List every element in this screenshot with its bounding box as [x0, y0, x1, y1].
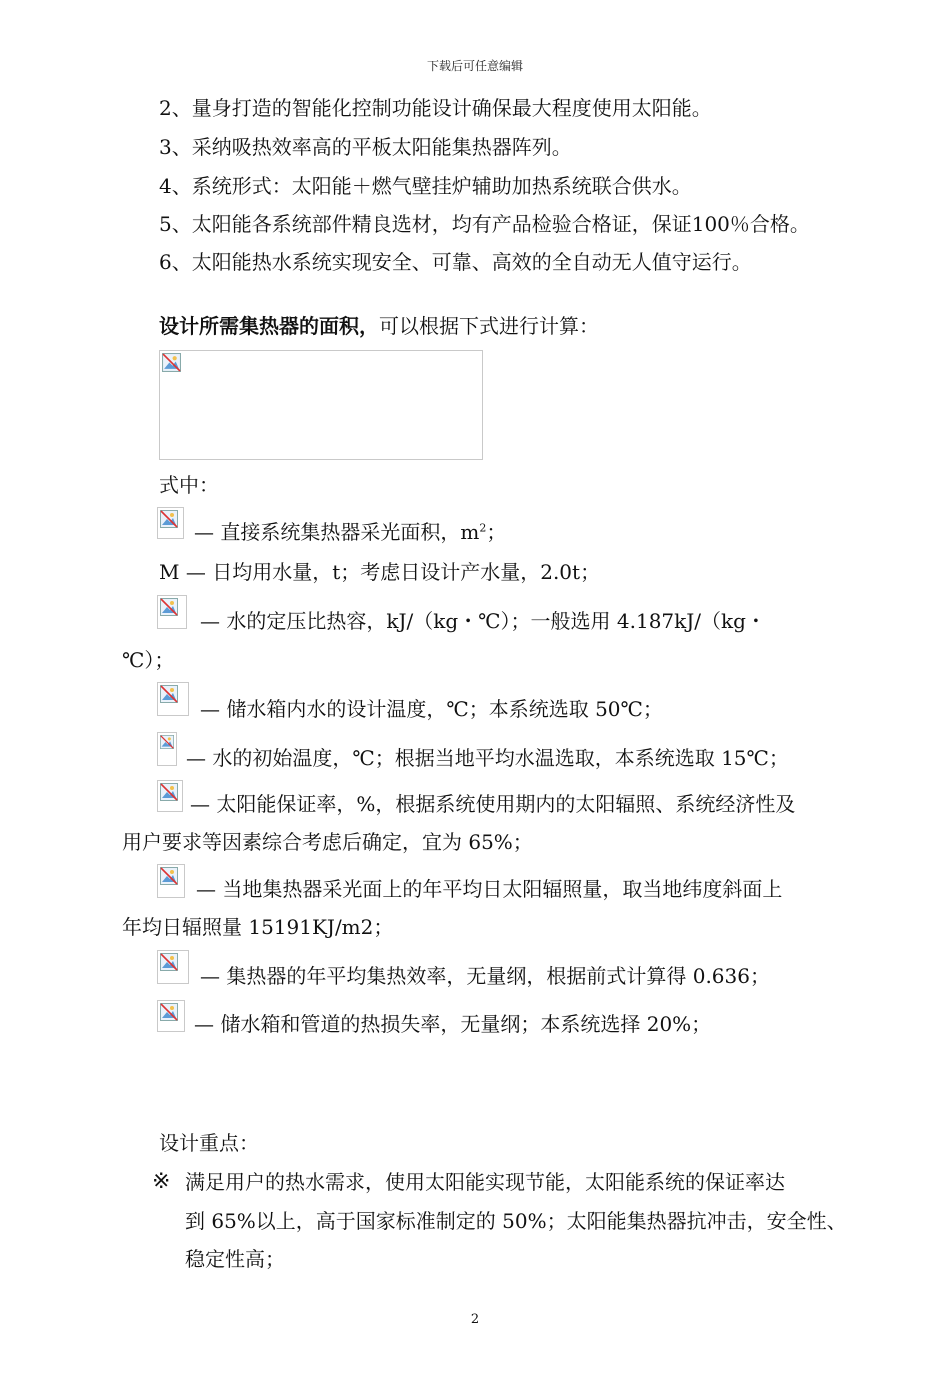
- broken-image-icon: [160, 685, 178, 703]
- broken-image-icon: [160, 867, 178, 885]
- symbol-image-placeholder: [157, 864, 185, 898]
- key-point-text-cont: 稳定性高；: [185, 1247, 285, 1271]
- page-header: 下载后可任意编辑: [426, 59, 523, 73]
- design-area-bold: 设计所需集热器的面积，: [159, 314, 379, 338]
- symbol-image-placeholder: [157, 780, 183, 812]
- list-item: 5、太阳能各系统部件精良选材，均有产品检验合格证，保证100％合格。: [159, 212, 810, 236]
- list-item: 2、量身打造的智能化控制功能设计确保最大程度使用太阳能。: [159, 96, 712, 120]
- param-tail: ；: [486, 520, 507, 544]
- param-text: — 直接系统集热器采光面积，m: [194, 520, 480, 544]
- symbol-image-placeholder: [157, 950, 189, 984]
- broken-image-icon: [160, 735, 174, 749]
- page-number: 2: [470, 1312, 480, 1327]
- list-item: 3、采纳吸热效率高的平板太阳能集热器阵列。: [159, 135, 572, 159]
- param-initial-temp: — 水的初始温度，℃；根据当地平均水温选取，本系统选取 15℃；: [186, 746, 789, 770]
- param-specific-heat: — 水的定压比热容，kJ/（kg・℃）；一般选用 4.187kJ/（kg・: [200, 609, 766, 633]
- param-irradiation: — 当地集热器采光面上的年平均日太阳辐照量，取当地纬度斜面上: [196, 877, 783, 901]
- broken-image-icon: [160, 783, 178, 801]
- reference-mark-bullet: ※: [152, 1169, 171, 1194]
- key-point-text: 满足用户的热水需求，使用太阳能实现节能，太阳能系统的保证率达: [185, 1170, 785, 1194]
- param-collector-efficiency: — 集热器的年平均集热效率，无量纲，根据前式计算得 0.636；: [200, 964, 770, 988]
- param-daily-water: M — 日均用水量，t；考虑日设计产水量，2.0t；: [159, 560, 601, 584]
- formula-image-placeholder: [159, 350, 483, 460]
- design-area-normal: 可以根据下式进行计算：: [379, 314, 599, 338]
- symbol-image-placeholder: [157, 507, 184, 539]
- broken-image-icon: [160, 1003, 178, 1021]
- param-irradiation-cont: 年均日辐照量 15191KJ/m2；: [122, 915, 394, 939]
- symbol-image-placeholder: [157, 732, 177, 766]
- superscript: 2: [479, 521, 487, 535]
- key-point-text-cont: 到 65%以上，高于国家标准制定的 50%；太阳能集热器抗冲击，安全性、: [185, 1209, 847, 1233]
- list-item: 4、系统形式：太阳能＋燃气壁挂炉辅助加热系统联合供水。: [159, 174, 692, 198]
- list-item: 6、太阳能热水系统实现安全、可靠、高效的全自动无人值守运行。: [159, 250, 752, 274]
- broken-image-icon: [160, 953, 178, 971]
- broken-image-icon: [162, 353, 181, 372]
- param-solar-fraction-cont: 用户要求等因素综合考虑后确定，宜为 65%；: [122, 830, 533, 854]
- where-label: 式中：: [159, 473, 219, 497]
- symbol-image-placeholder: [157, 682, 189, 716]
- broken-image-icon: [160, 510, 178, 528]
- param-specific-heat-cont: ℃）；: [122, 648, 175, 672]
- key-points-label: 设计重点：: [159, 1131, 259, 1155]
- symbol-image-placeholder: [157, 595, 187, 629]
- param-solar-fraction: — 太阳能保证率，%，根据系统使用期内的太阳辐照、系统经济性及: [190, 792, 796, 816]
- param-heat-loss: — 储水箱和管道的热损失率，无量纲；本系统选择 20%；: [194, 1012, 712, 1036]
- param-design-temp: — 储水箱内水的设计温度，℃；本系统选取 50℃；: [200, 697, 663, 721]
- symbol-image-placeholder: [157, 1000, 185, 1032]
- param-area: [194, 519, 506, 545]
- broken-image-icon: [160, 598, 178, 616]
- design-area-heading: [159, 313, 599, 339]
